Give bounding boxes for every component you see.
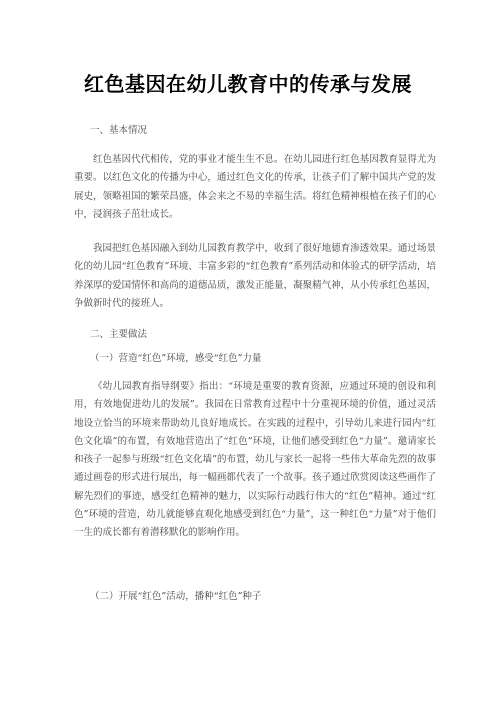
paragraph-practice-overview: 我园把红色基因融入到幼儿园教育教学中，收到了很好地德育渗透效果。通过场景化的幼儿园“红色教育”环境、丰富多彩的“红色教育”系列活动和体验式的研学活动，培养深厚的爱国情怀和高尚的道德品质，激发正能量，凝聚精气神，从小传承红色基因，争做新时代的接班人。 bbox=[74, 243, 436, 309]
document-title: 红色基因在幼儿教育中的传承与发展 bbox=[84, 72, 412, 96]
section-heading-main-practices: 二、主要做法 bbox=[90, 329, 148, 340]
paragraph-intro: 红色基因代代相传，党的事业才能生生不息。在幼儿园进行红色基因教育显得尤为重要。以红色文化的传播为中心，通过红色文化的传承，让孩子们了解中国共产党的发展史，领略祖国的繁荣昌盛，体会来之不易的幸福生活。将红色精神根植在孩子们的心中，浸润孩子茁壮成长。 bbox=[74, 154, 436, 220]
section-heading-basic-situation: 一、基本情况 bbox=[90, 125, 148, 136]
subsection-heading-red-environment: （一）营造“红色”环境，感受“红色”力量 bbox=[90, 353, 262, 364]
subsection-heading-red-activities: （二）开展“红色”活动，播种“红色”种子 bbox=[90, 591, 262, 602]
paragraph-red-environment: 《幼儿园教育指导纲要》指出：“环境是重要的教育资源，应通过环境的创设和利用，有效地促进幼儿的发展”。我园在日常教育过程中十分重视环境的价值，通过灵活地设立恰当的环境来帮助幼儿良好地成长。在实践的过程中，引导幼儿来进行园内“红色文化墙”的布置，有效地营造出了“红色”环境，让他们感受到红色“力量”。邀请家长和孩子一起参与班级“红色文化墙”的布置，幼儿与家长一起将一些伟大革命先烈的故事通过画卷的形式进行展出，每一幅画都代表了一个故事。孩子通过欣赏阅读这些画作了解先烈们的事迹，感受红色精神的魅力，以实际行动践行伟大的“红色”精神。通过“红色”环境的营造，幼儿就能够直观化地感受到红色“力量”，这一种红色“力量”对于他们一生的成长都有着潜移默化的影响作用。 bbox=[74, 381, 436, 539]
